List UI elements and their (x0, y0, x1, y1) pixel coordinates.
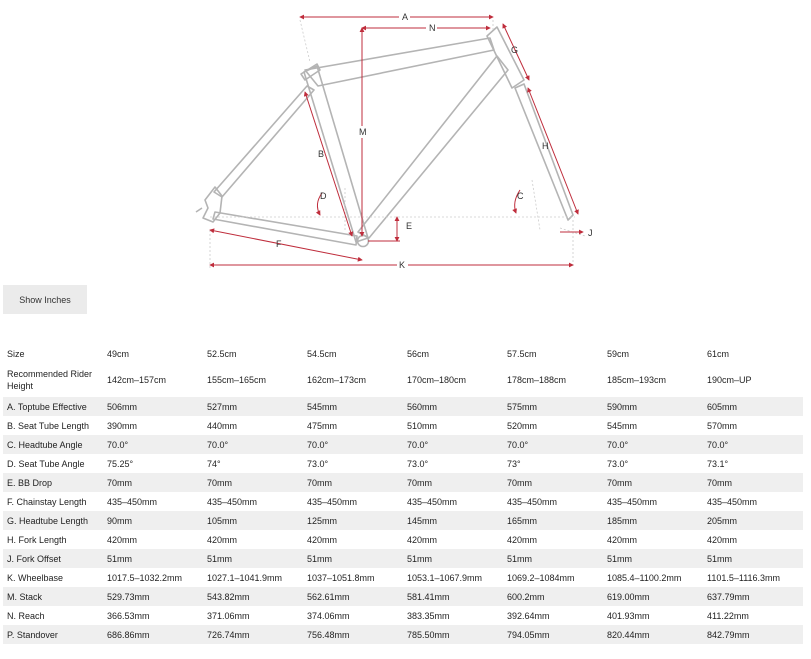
table-cell: 70.0° (703, 435, 803, 454)
table-cell: 51mm (703, 549, 803, 568)
row-label: F. Chainstay Length (7, 496, 87, 507)
table-cell: 51mm (503, 549, 603, 568)
label-e: E (406, 221, 413, 231)
table-row (3, 549, 803, 568)
table-row (3, 473, 803, 492)
table-cell: 1101.5–1116.3mm (707, 572, 781, 583)
frame-geometry-diagram (0, 0, 811, 278)
table-row (3, 606, 803, 625)
table-cell: 600.2mm (503, 587, 603, 606)
table-cell: 70mm (403, 473, 503, 492)
table-cell: 190cm–UP (707, 375, 752, 385)
table-cell: 401.93mm (607, 610, 650, 621)
table-row (3, 568, 803, 587)
table-cell: 1037–1051.8mm (307, 572, 375, 583)
table-cell: 390mm (107, 420, 138, 431)
table-cell: 420mm (707, 534, 738, 545)
table-cell: 70mm (103, 473, 203, 492)
row-label: E. BB Drop (3, 473, 103, 492)
table-cell: 73.1° (707, 458, 729, 469)
table-cell: 73° (507, 458, 521, 469)
label-n: N (429, 23, 436, 33)
bike-frame (196, 27, 573, 247)
header-cell: 52.5cm (207, 348, 237, 359)
table-cell: 374.06mm (307, 610, 350, 621)
table-header-row (3, 344, 803, 363)
table-cell: 435–450mm (707, 496, 758, 507)
table-cell: 1027.1–1041.9mm (207, 572, 283, 583)
table-cell: 70mm (703, 473, 803, 492)
table-cell: 420mm (207, 534, 238, 545)
row-label: K. Wheelbase (7, 572, 64, 583)
table-row (3, 625, 803, 644)
row-label: P. Standover (3, 625, 103, 644)
table-cell: 70mm (303, 473, 403, 492)
table-cell: 185cm–193cm (607, 375, 667, 385)
table-cell: 105mm (203, 511, 303, 530)
table-cell: 1085.4–1100.2mm (607, 572, 682, 583)
table-cell: 70mm (503, 473, 603, 492)
table-cell: 435–450mm (407, 496, 458, 507)
table-cell: 435–450mm (507, 496, 558, 507)
row-label: N. Reach (7, 610, 45, 621)
table-cell: 475mm (307, 420, 338, 431)
header-cell: 57.5cm (507, 348, 537, 359)
table-cell: 435–450mm (107, 496, 158, 507)
table-cell: 420mm (607, 534, 638, 545)
seat-stay (214, 86, 314, 197)
table-cell: 590mm (603, 397, 703, 416)
table-cell: 570mm (707, 420, 738, 431)
table-cell: 420mm (307, 534, 338, 545)
header-cell: 54.5cm (307, 348, 337, 359)
label-h: H (542, 141, 549, 151)
label-g: G (511, 45, 519, 55)
table-cell: 575mm (503, 397, 603, 416)
table-cell: 435–450mm (307, 496, 358, 507)
table-cell: 145mm (403, 511, 503, 530)
table-cell: 726.74mm (203, 625, 303, 644)
table-row (3, 363, 803, 397)
table-cell: 1053.1–1067.9mm (407, 572, 483, 583)
table-cell: 605mm (703, 397, 803, 416)
table-cell: 842.79mm (703, 625, 803, 644)
table-cell: 70.0° (403, 435, 503, 454)
table-cell: 165mm (503, 511, 603, 530)
table-cell: 70.0° (303, 435, 403, 454)
row-label: M. Stack (3, 587, 103, 606)
table-cell: 51mm (103, 549, 203, 568)
table-cell: 51mm (603, 549, 703, 568)
table-cell: 1017.5–1032.2mm (107, 572, 183, 583)
label-c: C (517, 191, 524, 201)
show-inches-button[interactable]: Show Inches (3, 285, 87, 314)
table-cell: 125mm (303, 511, 403, 530)
top-tube (305, 38, 494, 86)
table-cell: 1069.2–1084mm (507, 572, 575, 583)
table-cell: 75.25° (107, 458, 134, 469)
header-cell: 49cm (107, 348, 130, 359)
table-cell: 510mm (407, 420, 438, 431)
table-cell: 420mm (407, 534, 438, 545)
row-label: Recommended Rider Height (7, 369, 93, 391)
table-cell: 51mm (303, 549, 403, 568)
table-cell: 73.0° (607, 458, 629, 469)
table-cell: 70.0° (103, 435, 203, 454)
dimension-labels (276, 11, 593, 271)
table-cell: 51mm (403, 549, 503, 568)
seat-tube (304, 66, 368, 242)
row-label: G. Headtube Length (3, 511, 103, 530)
table-cell: 70.0° (503, 435, 603, 454)
table-cell: 435–450mm (207, 496, 258, 507)
table-cell: 794.05mm (503, 625, 603, 644)
table-row (3, 530, 803, 549)
row-label: D. Seat Tube Angle (7, 458, 85, 469)
table-cell: 70mm (203, 473, 303, 492)
table-cell: 162cm–173cm (307, 375, 367, 385)
table-cell: 543.82mm (203, 587, 303, 606)
table-cell: 205mm (703, 511, 803, 530)
table-cell: 562.61mm (303, 587, 403, 606)
table-cell: 392.64mm (507, 610, 550, 621)
down-tube (358, 56, 508, 238)
table-cell: 420mm (107, 534, 138, 545)
table-cell: 383.35mm (407, 610, 450, 621)
header-cell: Size (7, 348, 25, 359)
table-row (3, 511, 803, 530)
dimension-h (528, 88, 578, 214)
table-cell: 545mm (303, 397, 403, 416)
table-cell: 178cm–188cm (507, 375, 567, 385)
table-cell: 170cm–180cm (407, 375, 467, 385)
table-cell: 70.0° (203, 435, 303, 454)
fork (515, 84, 573, 220)
table-cell: 686.86mm (103, 625, 203, 644)
table-cell: 142cm–157cm (107, 375, 167, 385)
table-cell: 435–450mm (607, 496, 658, 507)
table-cell: 520mm (507, 420, 538, 431)
table-cell: 155cm–165cm (207, 375, 267, 385)
label-a: A (402, 12, 409, 22)
table-cell: 73.0° (407, 458, 429, 469)
table-cell: 560mm (403, 397, 503, 416)
table-cell: 545mm (607, 420, 638, 431)
table-cell: 506mm (103, 397, 203, 416)
table-row (3, 587, 803, 606)
table-cell: 70.0° (603, 435, 703, 454)
table-row (3, 435, 803, 454)
row-label: A. Toptube Effective (3, 397, 103, 416)
table-cell: 756.48mm (303, 625, 403, 644)
geometry-table (3, 344, 803, 644)
dimension-f (210, 230, 362, 260)
table-cell: 581.41mm (403, 587, 503, 606)
table-cell: 73.0° (307, 458, 329, 469)
table-row (3, 454, 803, 473)
table-cell: 185mm (603, 511, 703, 530)
dimension-b (305, 92, 352, 236)
table-cell: 51mm (203, 549, 303, 568)
row-label: J. Fork Offset (3, 549, 103, 568)
table-cell: 366.53mm (107, 610, 150, 621)
table-cell: 420mm (507, 534, 538, 545)
label-b: B (318, 149, 325, 159)
table-cell: 440mm (207, 420, 238, 431)
table-row (3, 397, 803, 416)
table-row (3, 492, 803, 511)
table-cell: 637.79mm (703, 587, 803, 606)
table-cell: 74° (207, 458, 221, 469)
header-cell: 59cm (607, 348, 630, 359)
label-d: D (320, 191, 327, 201)
table-cell: 411.22mm (707, 610, 749, 621)
table-cell: 785.50mm (403, 625, 503, 644)
table-cell: 527mm (203, 397, 303, 416)
table-cell: 90mm (103, 511, 203, 530)
table-cell: 619.00mm (603, 587, 703, 606)
label-j: J (588, 228, 593, 238)
label-m: M (359, 127, 367, 137)
label-k: K (399, 260, 406, 270)
header-cell: 61cm (707, 348, 730, 359)
label-f: F (276, 239, 282, 249)
table-cell: 70mm (603, 473, 703, 492)
row-label: C. Headtube Angle (3, 435, 103, 454)
row-label: B. Seat Tube Length (7, 420, 90, 431)
row-label: H. Fork Length (7, 534, 67, 545)
header-cell: 56cm (407, 348, 430, 359)
table-cell: 371.06mm (207, 610, 250, 621)
table-row (3, 416, 803, 435)
table-cell: 820.44mm (603, 625, 703, 644)
table-cell: 529.73mm (103, 587, 203, 606)
